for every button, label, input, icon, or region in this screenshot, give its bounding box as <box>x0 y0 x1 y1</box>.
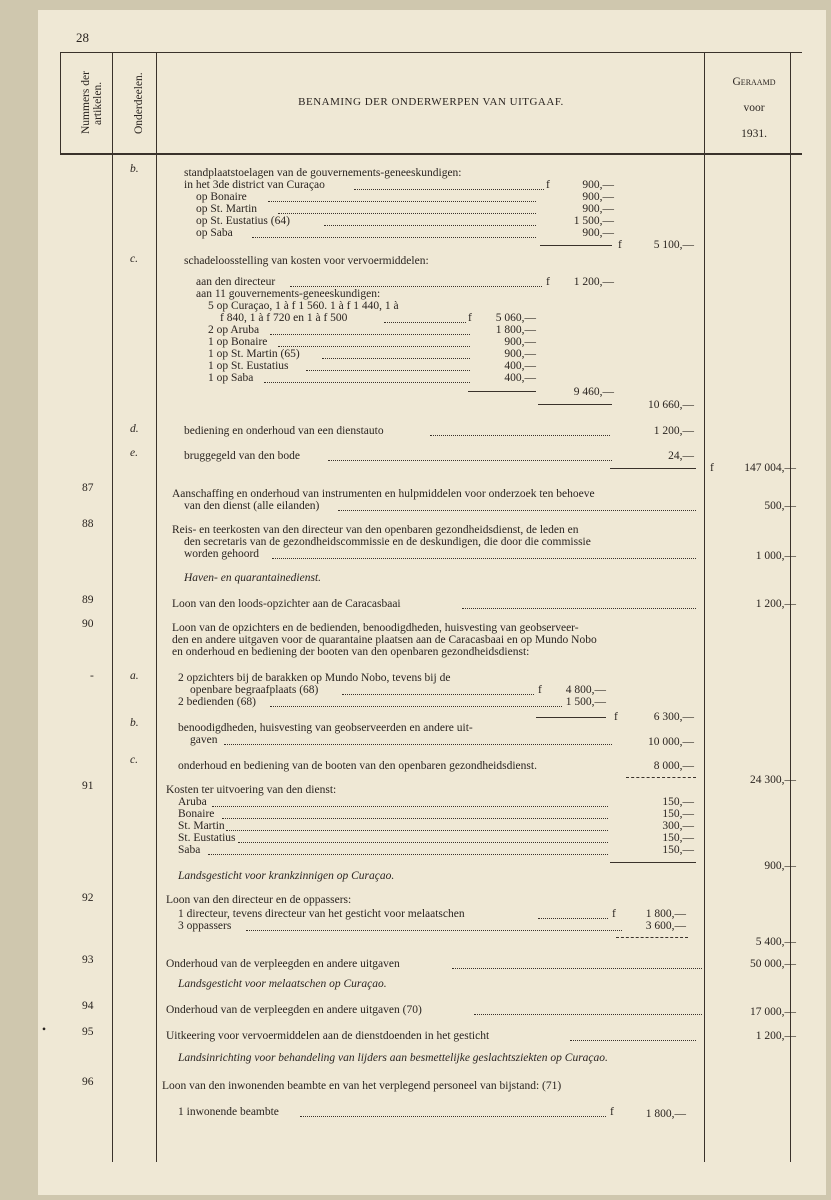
col-line-2 <box>156 52 157 1162</box>
leader <box>212 806 608 807</box>
c-amount: 400,— <box>504 360 536 372</box>
c-item: 1 op Bonaire <box>208 336 268 348</box>
subtotal-rule <box>538 404 612 405</box>
art90-a-f: f <box>538 684 542 696</box>
heading-besmettelijk: Landsinrichting voor behandeling van lijders aan besmettelijke geslachtsziekten op Curaçao. <box>178 1052 608 1064</box>
subtotal-rule <box>616 937 688 938</box>
c-item: 2 op Aruba <box>208 324 260 336</box>
leader <box>300 1116 606 1117</box>
art91-amount: 150,— <box>662 796 694 808</box>
art94-number: 94 <box>82 1000 94 1012</box>
art88-text: worden gehoord <box>184 548 260 560</box>
art90-text: den en andere uitgaven voor de quarantaine plaatsen aan de Caracasbaai en op Mundo Nobo <box>172 634 597 646</box>
leader <box>246 930 622 931</box>
subtotal-rule <box>536 717 606 718</box>
art90-a-text: 2 bedienden (68) <box>178 696 256 708</box>
c-amount: 1 800,— <box>495 324 536 336</box>
art91-item: Bonaire <box>178 808 215 820</box>
art95-amount: 1 200,— <box>755 1030 796 1042</box>
art87-text: Aanschaffing en onderhoud van instrumenten en hulpmiddelen voor onderzoek ten behoeve <box>172 488 595 500</box>
art94-text: Onderhoud van de verpleegden en andere uitgaven (70) <box>166 1004 422 1016</box>
leader <box>342 694 534 695</box>
art91-item: St. Eustatius <box>178 832 236 844</box>
e-label: e. <box>130 447 138 459</box>
art92-number: 92 <box>82 892 94 904</box>
c-officers: aan 11 gouvernements-geneeskundigen: <box>196 288 381 300</box>
c-directeur-amount: 1 200,— <box>573 276 614 288</box>
header-rule <box>60 153 802 155</box>
c-item: 1 op Saba <box>208 372 254 384</box>
e-text: bruggegeld van den bode <box>184 450 300 462</box>
art92-f: f <box>612 908 616 920</box>
leader <box>278 213 536 214</box>
art96-amount: 1 800,— <box>645 1108 686 1120</box>
d-label: d. <box>130 423 139 435</box>
art90-b-text: benoodigdheden, huisvesting van geobserveerden en andere uit- <box>178 722 473 734</box>
b-amount: 900,— <box>582 203 614 215</box>
art90-dash: - <box>90 670 94 682</box>
e-total: 147 004,— <box>744 462 796 474</box>
art92-line: 3 oppassers <box>178 920 232 932</box>
c-amount: 900,— <box>504 336 536 348</box>
col-line-3 <box>704 52 705 1162</box>
page-number: 28 <box>76 30 89 45</box>
leader <box>430 435 610 436</box>
e-amount: 24,— <box>668 450 694 462</box>
art87-amount: 500,— <box>764 500 796 512</box>
b-line: op Saba <box>196 227 233 239</box>
art91-item: Saba <box>178 844 201 856</box>
leader <box>224 744 612 745</box>
art90-a-amount: 4 800,— <box>565 684 606 696</box>
c-subtotal: 9 460,— <box>573 386 614 398</box>
art93-number: 93 <box>82 954 94 966</box>
subtotal-rule <box>626 777 696 778</box>
c-amount: 400,— <box>504 372 536 384</box>
b-line: standplaatstoelagen van de gouvernements-geneeskundigen: <box>184 167 462 179</box>
c-title: schadeloosstelling van kosten voor vervoermiddelen: <box>184 255 429 267</box>
c-label: c. <box>130 253 138 265</box>
art90-b-label: b. <box>130 717 139 729</box>
art91-amount: 150,— <box>662 844 694 856</box>
top-rule <box>60 52 802 53</box>
leader <box>452 968 702 969</box>
subtotal-rule <box>610 468 696 469</box>
leader <box>270 706 562 707</box>
heading-krankzinnigen: Landsgesticht voor krankzinnigen op Curaçao. <box>178 870 395 882</box>
art92-amount: 1 800,— <box>645 908 686 920</box>
col-line-1 <box>112 52 113 1162</box>
art95-number: 95 <box>82 1026 94 1038</box>
art93-text: Onderhoud van de verpleegden en andere uitgaven <box>166 958 400 970</box>
art90-c-text: onderhoud en bediening van de booten van den openbaren gezondheidsdienst. <box>178 760 537 772</box>
art90-a-label: a. <box>130 670 139 682</box>
subtotal-rule <box>540 245 612 246</box>
b-label: b. <box>130 163 139 175</box>
art92-title: Loon van den directeur en de oppassers: <box>166 894 352 906</box>
art95-bullet: • <box>42 1024 47 1036</box>
art92-amount: 3 600,— <box>645 920 686 932</box>
c-directeur: aan den directeur <box>196 276 276 288</box>
b-line: in het 3de district van Curaçao <box>184 179 325 191</box>
c-directeur-f: f <box>546 276 550 288</box>
art90-a-total: 6 300,— <box>653 711 694 723</box>
art87-text: van den dienst (alle eilanden) <box>184 500 320 512</box>
leader <box>272 558 696 559</box>
c-curacao-l2: f 840, 1 à f 720 en 1 à f 500 <box>220 312 348 324</box>
leader <box>474 1014 702 1015</box>
art96-text: Loon van den inwonenden beambte en van het verplegend personeel van bijstand: (71) <box>162 1080 562 1092</box>
header-col-parts: Onderdeelen. <box>133 72 145 134</box>
heading-haven: Haven- en quarantainedienst. <box>184 572 322 584</box>
leader <box>264 382 470 383</box>
art90-b-text: gaven <box>190 734 218 746</box>
art88-text: den secretaris van de gezondheidscommissie en de deskundigen, die door die commissie <box>184 536 591 548</box>
art90-total: 24 300,— <box>750 774 796 786</box>
art87-number: 87 <box>82 482 94 494</box>
b-total: 5 100,— <box>653 239 694 251</box>
c-amount: 5 060,— <box>495 312 536 324</box>
b-amount: 900,— <box>582 191 614 203</box>
header-estimate-l3: 1931. <box>741 128 767 140</box>
leader <box>270 334 470 335</box>
art90-a-text: openbare begraafplaats (68) <box>190 684 319 696</box>
art88-amount: 1 000,— <box>755 550 796 562</box>
d-amount: 1 200,— <box>653 425 694 437</box>
leader <box>328 460 612 461</box>
art95-text: Uitkeering voor vervoermiddelen aan de dienstdoenden in het gesticht <box>166 1030 490 1042</box>
header-estimate-l1: Geraamd <box>732 76 776 88</box>
leader <box>252 237 536 238</box>
leader <box>462 608 696 609</box>
e-total-f: f <box>710 462 714 474</box>
art90-c-label: c. <box>130 754 138 766</box>
b-line: op St. Eustatius (64) <box>196 215 290 227</box>
leader <box>384 322 466 323</box>
art91-item: St. Martin <box>178 820 225 832</box>
art90-b-amount: 10 000,— <box>648 736 694 748</box>
art89-number: 89 <box>82 594 94 606</box>
header-title: BENAMING DER ONDERWERPEN VAN UITGAAF. <box>298 96 564 108</box>
leader <box>570 1040 696 1041</box>
art91-amount: 300,— <box>662 820 694 832</box>
b-line: op Bonaire <box>196 191 247 203</box>
subtotal-rule <box>468 391 536 392</box>
art91-title: Kosten ter uitvoering van den dienst: <box>166 784 337 796</box>
art90-text: Loon van de opzichters en de bedienden, benoodigdheden, huisvesting van geobserveer- <box>172 622 579 634</box>
header-estimate-l2: voor <box>743 102 765 114</box>
b-total-f: f <box>618 239 622 251</box>
art92-line: 1 directeur, tevens directeur van het gesticht voor melaatschen <box>178 908 465 920</box>
art91-amount: 150,— <box>662 832 694 844</box>
c-curacao-l1: 5 op Curaçao, 1 à f 1 560. 1 à f 1 440, 1 à <box>208 300 399 312</box>
art91-item: Aruba <box>178 796 207 808</box>
art90-c-amount: 8 000,— <box>653 760 694 772</box>
art91-number: 91 <box>82 780 94 792</box>
b-amount: 1 500,— <box>573 215 614 227</box>
leader <box>324 225 536 226</box>
leader <box>268 201 536 202</box>
leader <box>278 346 470 347</box>
art90-number: 90 <box>82 618 94 630</box>
art89-amount: 1 200,— <box>755 598 796 610</box>
leader <box>222 818 608 819</box>
art88-text: Reis- en teerkosten van den directeur van den openbaren gezondheidsdienst, de leden en <box>172 524 579 536</box>
heading-melaatschen: Landsgesticht voor melaatschen op Curaçao. <box>178 978 387 990</box>
col-line-left <box>60 52 61 154</box>
d-text: bediening en onderhoud van een dienstauto <box>184 425 384 437</box>
art96-number: 96 <box>82 1076 94 1088</box>
leader <box>322 358 470 359</box>
b-amount: 900,— <box>582 227 614 239</box>
leader <box>226 830 608 831</box>
document-page <box>38 10 826 1195</box>
leader <box>538 918 608 919</box>
art96-line: 1 inwonende beambte <box>178 1106 279 1118</box>
leader <box>208 854 608 855</box>
c-total: 10 660,— <box>648 399 694 411</box>
leader <box>238 842 608 843</box>
art91-total: 900,— <box>764 860 796 872</box>
art94-amount: 17 000,— <box>750 1006 796 1018</box>
b-amount: 900,— <box>582 179 614 191</box>
leader <box>290 286 542 287</box>
art92-total: 5 400,— <box>755 936 796 948</box>
art91-amount: 150,— <box>662 808 694 820</box>
art96-f: f <box>610 1106 614 1118</box>
b-f: f <box>546 179 550 191</box>
art90-a-amount: 1 500,— <box>565 696 606 708</box>
art90-text: en onderhoud en bediening der booten van den openbaren gezondheidsdienst: <box>172 646 530 658</box>
subtotal-rule <box>610 862 696 863</box>
b-line: op St. Martin <box>196 203 258 215</box>
c-item: 1 op St. Martin (65) <box>208 348 300 360</box>
art93-amount: 50 000,— <box>750 958 796 970</box>
art88-number: 88 <box>82 518 94 530</box>
art90-a-total-f: f <box>614 711 618 723</box>
art89-text: Loon van den loods-opzichter aan de Caracasbaai <box>172 598 401 610</box>
c-amount: 900,— <box>504 348 536 360</box>
header-col-articles: Nummers der artikelen. <box>80 71 104 135</box>
leader <box>354 189 544 190</box>
leader <box>306 370 470 371</box>
c-item: 1 op St. Eustatius <box>208 360 289 372</box>
c-curacao-f: f <box>468 312 472 324</box>
leader <box>338 510 696 511</box>
art90-a-text: 2 opzichters bij de barakken op Mundo Nobo, tevens bij de <box>178 672 451 684</box>
